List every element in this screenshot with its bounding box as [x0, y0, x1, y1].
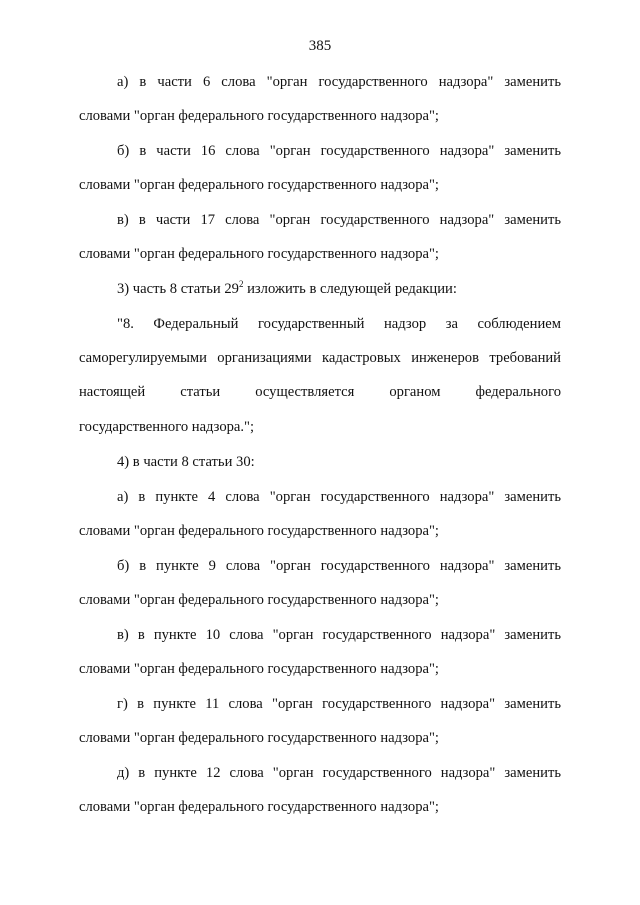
item-a-line1: а) в части 6 слова "орган государственного надзора" заменить	[117, 74, 561, 90]
item-4b-line1: б) в пункте 9 слова "орган государственного надзора" заменить	[117, 558, 561, 574]
item-4b-line2: словами "орган федерального государственного надзора";	[79, 592, 439, 608]
item-v-line2: словами "орган федерального государственного надзора";	[79, 246, 439, 262]
item-4v-line1: в) в пункте 10 слова "орган государственного надзора" заменить	[117, 627, 561, 643]
item-3-superscript: 2	[238, 279, 244, 289]
item-3-line	[117, 280, 561, 298]
item-4-line: 4) в части 8 статьи 30:	[117, 454, 255, 470]
item-4g-line1: г) в пункте 11 слова "орган государственного надзора" заменить	[117, 696, 561, 712]
item-4a-line1: а) в пункте 4 слова "орган государственного надзора" заменить	[117, 489, 561, 505]
item-4d-line2: словами "орган федерального государственного надзора";	[79, 799, 439, 815]
quote-line2: саморегулируемыми организациями кадастровых инженеров требований	[79, 350, 561, 366]
item-3-text: 3) часть 8 статьи 29	[117, 281, 239, 297]
item-v-line1: в) в части 17 слова "орган государственного надзора" заменить	[117, 212, 561, 228]
item-b-line1: б) в части 16 слова "орган государственного надзора" заменить	[117, 143, 561, 159]
quote-line3: настоящей статьи осуществляется органом федерального	[79, 384, 561, 400]
item-b-line2: словами "орган федерального государственного надзора";	[79, 177, 439, 193]
item-4v-line2: словами "орган федерального государственного надзора";	[79, 661, 439, 677]
page-number: 385	[308, 38, 332, 54]
quote-line4: государственного надзора.";	[79, 419, 255, 435]
item-4a-line2: словами "орган федерального государственного надзора";	[79, 523, 439, 539]
quote-line1: "8. Федеральный государственный надзор за соблюдением	[117, 316, 561, 332]
item-a-line2: словами "орган федерального государственного надзора";	[79, 108, 439, 124]
item-3-text-rest: изложить в следующей редакции:	[243, 281, 457, 297]
item-4d-line1: д) в пункте 12 слова "орган государственного надзора" заменить	[117, 765, 561, 781]
item-4g-line2: словами "орган федерального государственного надзора";	[79, 730, 439, 746]
